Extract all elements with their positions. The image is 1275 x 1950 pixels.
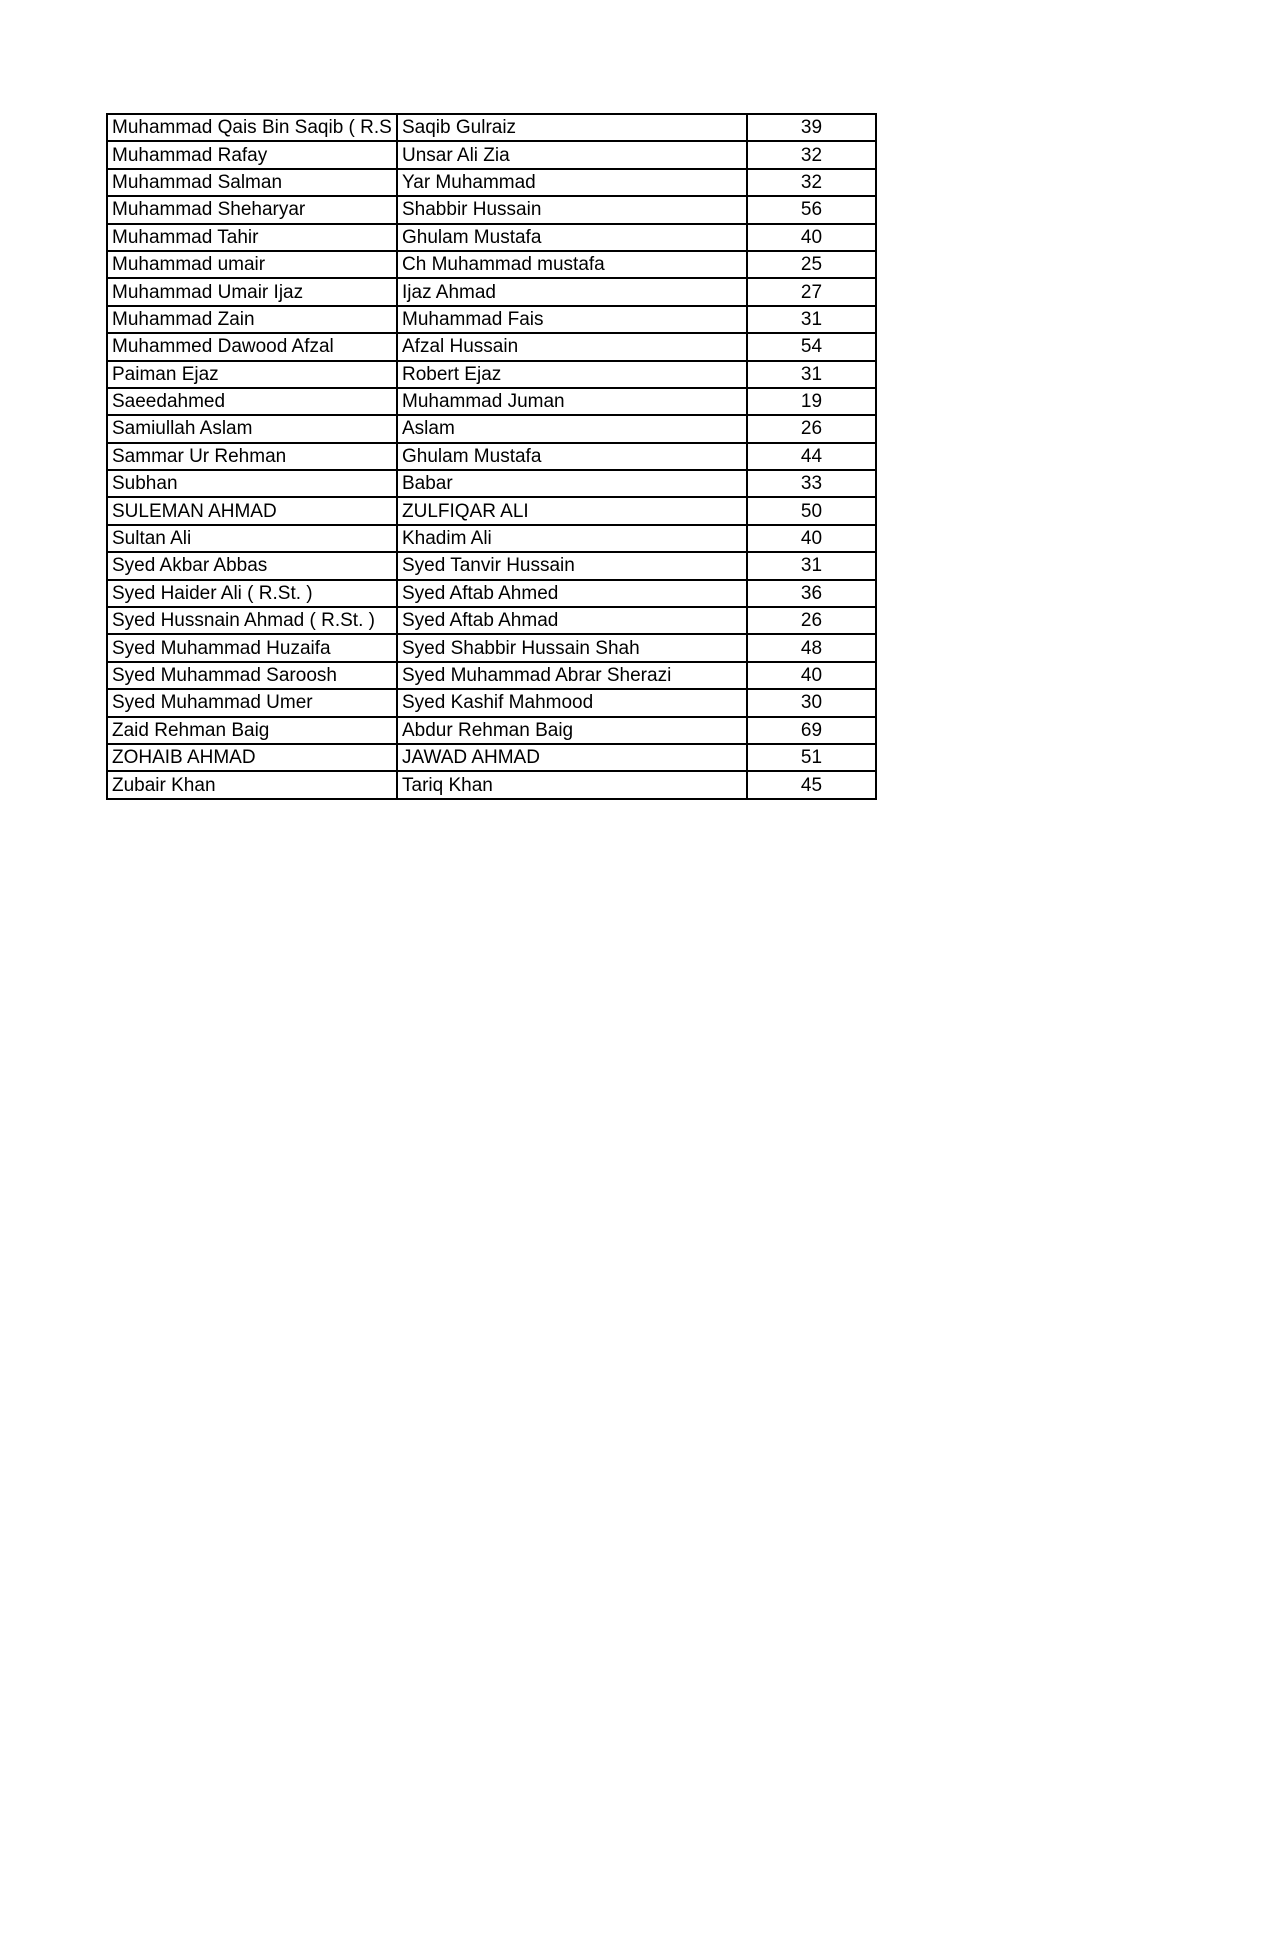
table-row — [107, 361, 876, 388]
father-name-cell: Syed Aftab Ahmed — [397, 580, 747, 607]
name-cell: Syed Muhammad Umer — [107, 689, 397, 716]
value-cell: 44 — [747, 443, 876, 470]
value-cell: 31 — [747, 361, 876, 388]
table-row — [107, 251, 876, 278]
name-cell: Muhammad Zain — [107, 306, 397, 333]
father-name-cell: Babar — [397, 470, 747, 497]
father-name-cell: Abdur Rehman Baig — [397, 717, 747, 744]
value-cell: 26 — [747, 607, 876, 634]
name-cell: Paiman Ejaz — [107, 361, 397, 388]
value-cell: 33 — [747, 470, 876, 497]
name-cell: Syed Haider Ali ( R.St. ) — [107, 580, 397, 607]
table-row — [107, 169, 876, 196]
value-cell: 19 — [747, 388, 876, 415]
table-row — [107, 662, 876, 689]
father-name-cell: Robert Ejaz — [397, 361, 747, 388]
roster-table-body — [107, 114, 876, 799]
value-cell: 27 — [747, 278, 876, 305]
table-row — [107, 224, 876, 251]
table-row — [107, 580, 876, 607]
value-cell: 45 — [747, 771, 876, 798]
table-row — [107, 306, 876, 333]
table-row — [107, 497, 876, 524]
name-cell: Subhan — [107, 470, 397, 497]
value-cell: 32 — [747, 141, 876, 168]
value-cell: 48 — [747, 634, 876, 661]
value-cell: 50 — [747, 497, 876, 524]
name-cell: Zubair Khan — [107, 771, 397, 798]
father-name-cell: Syed Tanvir Hussain — [397, 552, 747, 579]
table-row — [107, 278, 876, 305]
table-row — [107, 771, 876, 798]
father-name-cell: Ghulam Mustafa — [397, 224, 747, 251]
roster-table — [106, 113, 877, 800]
father-name-cell: Saqib Gulraiz — [397, 114, 747, 141]
father-name-cell: Syed Muhammad Abrar Sherazi — [397, 662, 747, 689]
name-cell: Syed Muhammad Saroosh — [107, 662, 397, 689]
value-cell: 26 — [747, 415, 876, 442]
father-name-cell: Afzal Hussain — [397, 333, 747, 360]
name-cell: Sammar Ur Rehman — [107, 443, 397, 470]
table-row — [107, 415, 876, 442]
value-cell: 25 — [747, 251, 876, 278]
name-cell: Muhammad Sheharyar — [107, 196, 397, 223]
father-name-cell: Muhammad Juman — [397, 388, 747, 415]
father-name-cell: Ijaz Ahmad — [397, 278, 747, 305]
father-name-cell: Ghulam Mustafa — [397, 443, 747, 470]
table-row — [107, 141, 876, 168]
name-cell: Muhammad Qais Bin Saqib ( R.S — [107, 114, 397, 141]
value-cell: 51 — [747, 744, 876, 771]
name-cell: Samiullah Aslam — [107, 415, 397, 442]
roster-sheet — [106, 113, 877, 800]
name-cell: Syed Akbar Abbas — [107, 552, 397, 579]
table-row — [107, 196, 876, 223]
table-row — [107, 607, 876, 634]
name-cell: Muhammed Dawood Afzal — [107, 333, 397, 360]
father-name-cell: Syed Kashif Mahmood — [397, 689, 747, 716]
father-name-cell: Syed Aftab Ahmad — [397, 607, 747, 634]
father-name-cell: Syed Shabbir Hussain Shah — [397, 634, 747, 661]
name-cell: Saeedahmed — [107, 388, 397, 415]
value-cell: 40 — [747, 224, 876, 251]
name-cell: Muhammad umair — [107, 251, 397, 278]
value-cell: 30 — [747, 689, 876, 716]
value-cell: 54 — [747, 333, 876, 360]
table-row — [107, 388, 876, 415]
value-cell: 36 — [747, 580, 876, 607]
name-cell: Muhammad Salman — [107, 169, 397, 196]
name-cell: Muhammad Tahir — [107, 224, 397, 251]
table-row — [107, 717, 876, 744]
name-cell: Muhammad Rafay — [107, 141, 397, 168]
name-cell: Syed Muhammad Huzaifa — [107, 634, 397, 661]
father-name-cell: ZULFIQAR ALI — [397, 497, 747, 524]
table-row — [107, 744, 876, 771]
father-name-cell: Shabbir Hussain — [397, 196, 747, 223]
table-row — [107, 689, 876, 716]
father-name-cell: Khadim Ali — [397, 525, 747, 552]
name-cell: ZOHAIB AHMAD — [107, 744, 397, 771]
table-row — [107, 333, 876, 360]
name-cell: Muhammad Umair Ijaz — [107, 278, 397, 305]
value-cell: 31 — [747, 552, 876, 579]
table-row — [107, 552, 876, 579]
value-cell: 56 — [747, 196, 876, 223]
value-cell: 40 — [747, 662, 876, 689]
table-row — [107, 443, 876, 470]
father-name-cell: Muhammad Fais — [397, 306, 747, 333]
table-row — [107, 634, 876, 661]
father-name-cell: Unsar Ali Zia — [397, 141, 747, 168]
value-cell: 39 — [747, 114, 876, 141]
table-row — [107, 470, 876, 497]
value-cell: 31 — [747, 306, 876, 333]
father-name-cell: JAWAD AHMAD — [397, 744, 747, 771]
father-name-cell: Tariq Khan — [397, 771, 747, 798]
name-cell: Syed Hussnain Ahmad ( R.St. ) — [107, 607, 397, 634]
father-name-cell: Aslam — [397, 415, 747, 442]
father-name-cell: Ch Muhammad mustafa — [397, 251, 747, 278]
table-row — [107, 114, 876, 141]
father-name-cell: Yar Muhammad — [397, 169, 747, 196]
name-cell: SULEMAN AHMAD — [107, 497, 397, 524]
value-cell: 32 — [747, 169, 876, 196]
value-cell: 40 — [747, 525, 876, 552]
table-row — [107, 525, 876, 552]
name-cell: Zaid Rehman Baig — [107, 717, 397, 744]
value-cell: 69 — [747, 717, 876, 744]
name-cell: Sultan Ali — [107, 525, 397, 552]
